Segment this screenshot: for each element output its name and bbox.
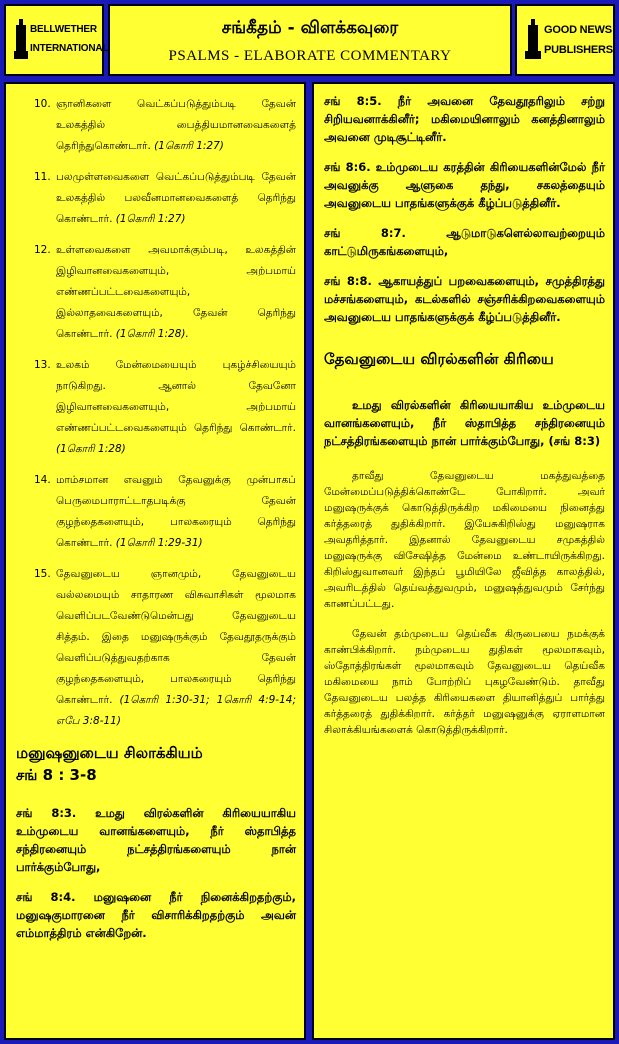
item-reference: (1கொரி 1:29-31) [115, 537, 203, 549]
section-reference: சங் 8 : 3-8 [16, 766, 97, 784]
verse-8-3: சங் 8:3. உமது விரல்களின் கிரியையாகிய உம்முடைய வானங்களையும், நீர் ஸ்தாபித்த சந்திரனையும் நட்சத்திரங்களையும் நான் பார்க்கும்போது, [16, 806, 296, 874]
item-number: 13. [34, 359, 51, 371]
list-item [34, 240, 296, 345]
item-text: உள்ளவைகளை அவமாக்கும்படி, உலகத்தின் இழிவானவைகளையும், அற்பமாய் எண்ணப்பட்டவைகளையும், இல்லாதவைகளையும், தேவன் தெரிந்து கொண்டார். (1கொரி 1:28). [56, 244, 296, 340]
title-tamil: சங்கீதம் - விளக்கவுரை [221, 18, 399, 38]
item-number: 10. [34, 98, 51, 110]
item-text: ஞானிகளை வெட்கப்படுத்தும்படி தேவன் உலகத்தில் பைத்தியமானவைகளைத் தெரிந்துகொண்டார். (1கொரி 1:27) [56, 98, 296, 152]
commentary-paragraph-1: தாவீது தேவனுடைய மகத்துவத்தை மேன்மைப்படுத்திக்கொண்டே போகிறார். அவர் மனுஷருக்குக் கொடுத்திருக்கிற மகிமையை நினைத்து கர்த்தரைத் துதிக்கிறார். இயேசுகிறிஸ்து மனுஷராக அவதரித்தார். இதனால் தேவனுடைய சமுகத்தில் மனுஷருக்கு விசேஷித்த மேன்மை உண்டாயிருக்கிறது. கிறிஸ்துவானவர் இந்தப் பூமியிலே ஜீவித்த காலத்தில், அவரிடத்தில் தெய்வத்துவமும், மனுஷத்துவமும் சேர்ந்து காணப்பட்டது. [324, 470, 605, 610]
list-item [34, 94, 296, 157]
item-number: 12. [34, 244, 51, 256]
quote-reference: (சங் 8:3) [548, 434, 601, 448]
commentary-paragraph-2: தேவன் தம்முடைய தெய்வீக கிருபையை நமக்குக் காண்பிக்கிறார். நம்முடைய துதிகள் மூலமாகவும், ஸ்தோத்திரங்கள் மூலமாகவும் தேவனுடைய தெய்வீக மகிமையை நாம் போற்றிப் புகழவேண்டும். தாவீது தேவனுடைய பலத்த கிரியைகளை தியானித்துப் பார்த்து கர்த்தரைத் துதிக்கிறார். கர்த்தர் மனுஷனுக்கு ஏராளமான சிலாக்கியங்களைக் கொடுத்திருக்கிறார். [324, 628, 605, 736]
list-item [34, 470, 296, 554]
item-text: தேவனுடைய ஞானமும், தேவனுடைய வல்லமையும் சாதாரண விசுவாசிகள் மூலமாக வெளிப்படவேண்டுமென்பது தேவனுடைய சித்தம். இதை மனுஷருக்கும் தேவதூதருக்கும் வெளிப்படுத்துவதற்காக தேவன் குழந்தைகளையும், பாலகரையும் தெரிந்து கொண்டார். (1கொரி 1:30-31; 1கொரி 4:9-14; எபே 3:8-11) [56, 568, 296, 727]
quote-verse: உமது விரல்களின் கிரியையாகிய உம்முடைய வானங்களையும், நீர் ஸ்தாபித்த சந்திரனையும் நட்சத்திரங்களையும் நான் பார்க்கும்போது, (சங் 8:3) [324, 398, 605, 448]
bellwether-emblem-icon [14, 19, 28, 63]
right-column [312, 82, 615, 1040]
bellwether-logo [4, 4, 109, 76]
left-column [4, 82, 306, 1040]
item-reference: (1கொரி 1:27) [115, 213, 186, 225]
logo-left-line-1: BELLWETHER [30, 24, 97, 35]
item-number: 15. [34, 568, 51, 580]
section-title: மனுஷனுடைய சிலாக்கியம் [16, 744, 203, 762]
list-item [34, 167, 296, 230]
item-text: பலமுள்ளவைகளை வெட்கப்படுத்தும்படி தேவன் உலகத்தில் பலவீனமானவைகளைத் தெரிந்து கொண்டார். (1கொரி 1:27) [56, 171, 296, 225]
logo-right-line-2: PUBLISHERS [544, 44, 613, 56]
item-reference: (1கொரி 1:30-31; 1கொரி 4:9-14; எபே 3:8-11) [56, 694, 296, 727]
item-reference: (1கொரி 1:28) [56, 443, 126, 455]
logo-right-line-1: GOOD NEWS [544, 24, 612, 36]
verse-8-5: சங் 8:5. நீர் அவனை தேவதூதரிலும் சற்று சிறியவனாக்கினீர்; மகிமையினாலும் கனத்தினாலும் அவனை முடிசூட்டினீர். [324, 94, 605, 144]
list-item [34, 355, 296, 460]
title-english: PSALMS - ELABORATE COMMENTARY [168, 48, 452, 64]
page-header [108, 4, 512, 76]
good-news-logo [515, 4, 615, 76]
verse-8-7: சங் 8:7. ஆடுமாடுகளெல்லாவற்றையும் காட்டுமிருகங்களையும், [324, 226, 605, 258]
numbered-list [34, 94, 296, 732]
item-number: 11. [34, 171, 51, 183]
verse-8-8: சங் 8:8. ஆகாயத்துப் பறவைகளையும், சமுத்திரத்து மச்சங்களையும், கடல்களில் சஞ்சரிக்கிறவைகளையும் அவனுடைய பாதங்களுக்குக் கீழ்ப்படுத்தினீர். [324, 274, 605, 324]
item-reference: (1கொரி 1:27) [154, 140, 224, 152]
item-number: 14. [34, 474, 51, 486]
item-text: மாம்சமான எவனும் தேவனுக்கு முன்பாகப் பெருமைபாராட்டாதபடிக்கு தேவன் குழந்தைகளையும், பாலகரையும் தெரிந்து கொண்டார். (1கொரி 1:29-31) [56, 474, 296, 549]
list-item [34, 564, 296, 732]
good-news-emblem-icon [525, 19, 541, 63]
item-text: உலகம் மேன்மையையும் புகழ்ச்சியையும் நாடுகிறது. ஆனால் தேவனோ இழிவானவைகளையும், அற்பமாய் எண்ணப்பட்டவைகளையும் தெரிந்து கொண்டார். (1கொரி 1:28) [56, 359, 296, 455]
verse-8-4: சங் 8:4. மனுஷனை நீர் நினைக்கிறதற்கும், மனுஷகுமாரனை நீர் விசாரிக்கிறதற்கும் அவன் எம்மாத்திரம் என்கிறேன். [16, 890, 296, 940]
section-title: தேவனுடைய விரல்களின் கிரியை [324, 350, 554, 368]
logo-left-line-2: INTERNATIONAL [30, 43, 109, 54]
verse-8-6: சங் 8:6. உம்முடைய கரத்தின் கிரியைகளின்மேல் நீர் அவனுக்கு ஆளுகை தந்து, சகலத்தையும் அவனுடைய பாதங்களுக்குக் கீழ்ப்படுத்தினீர். [324, 160, 605, 210]
item-reference: (1கொரி 1:28). [115, 328, 189, 340]
